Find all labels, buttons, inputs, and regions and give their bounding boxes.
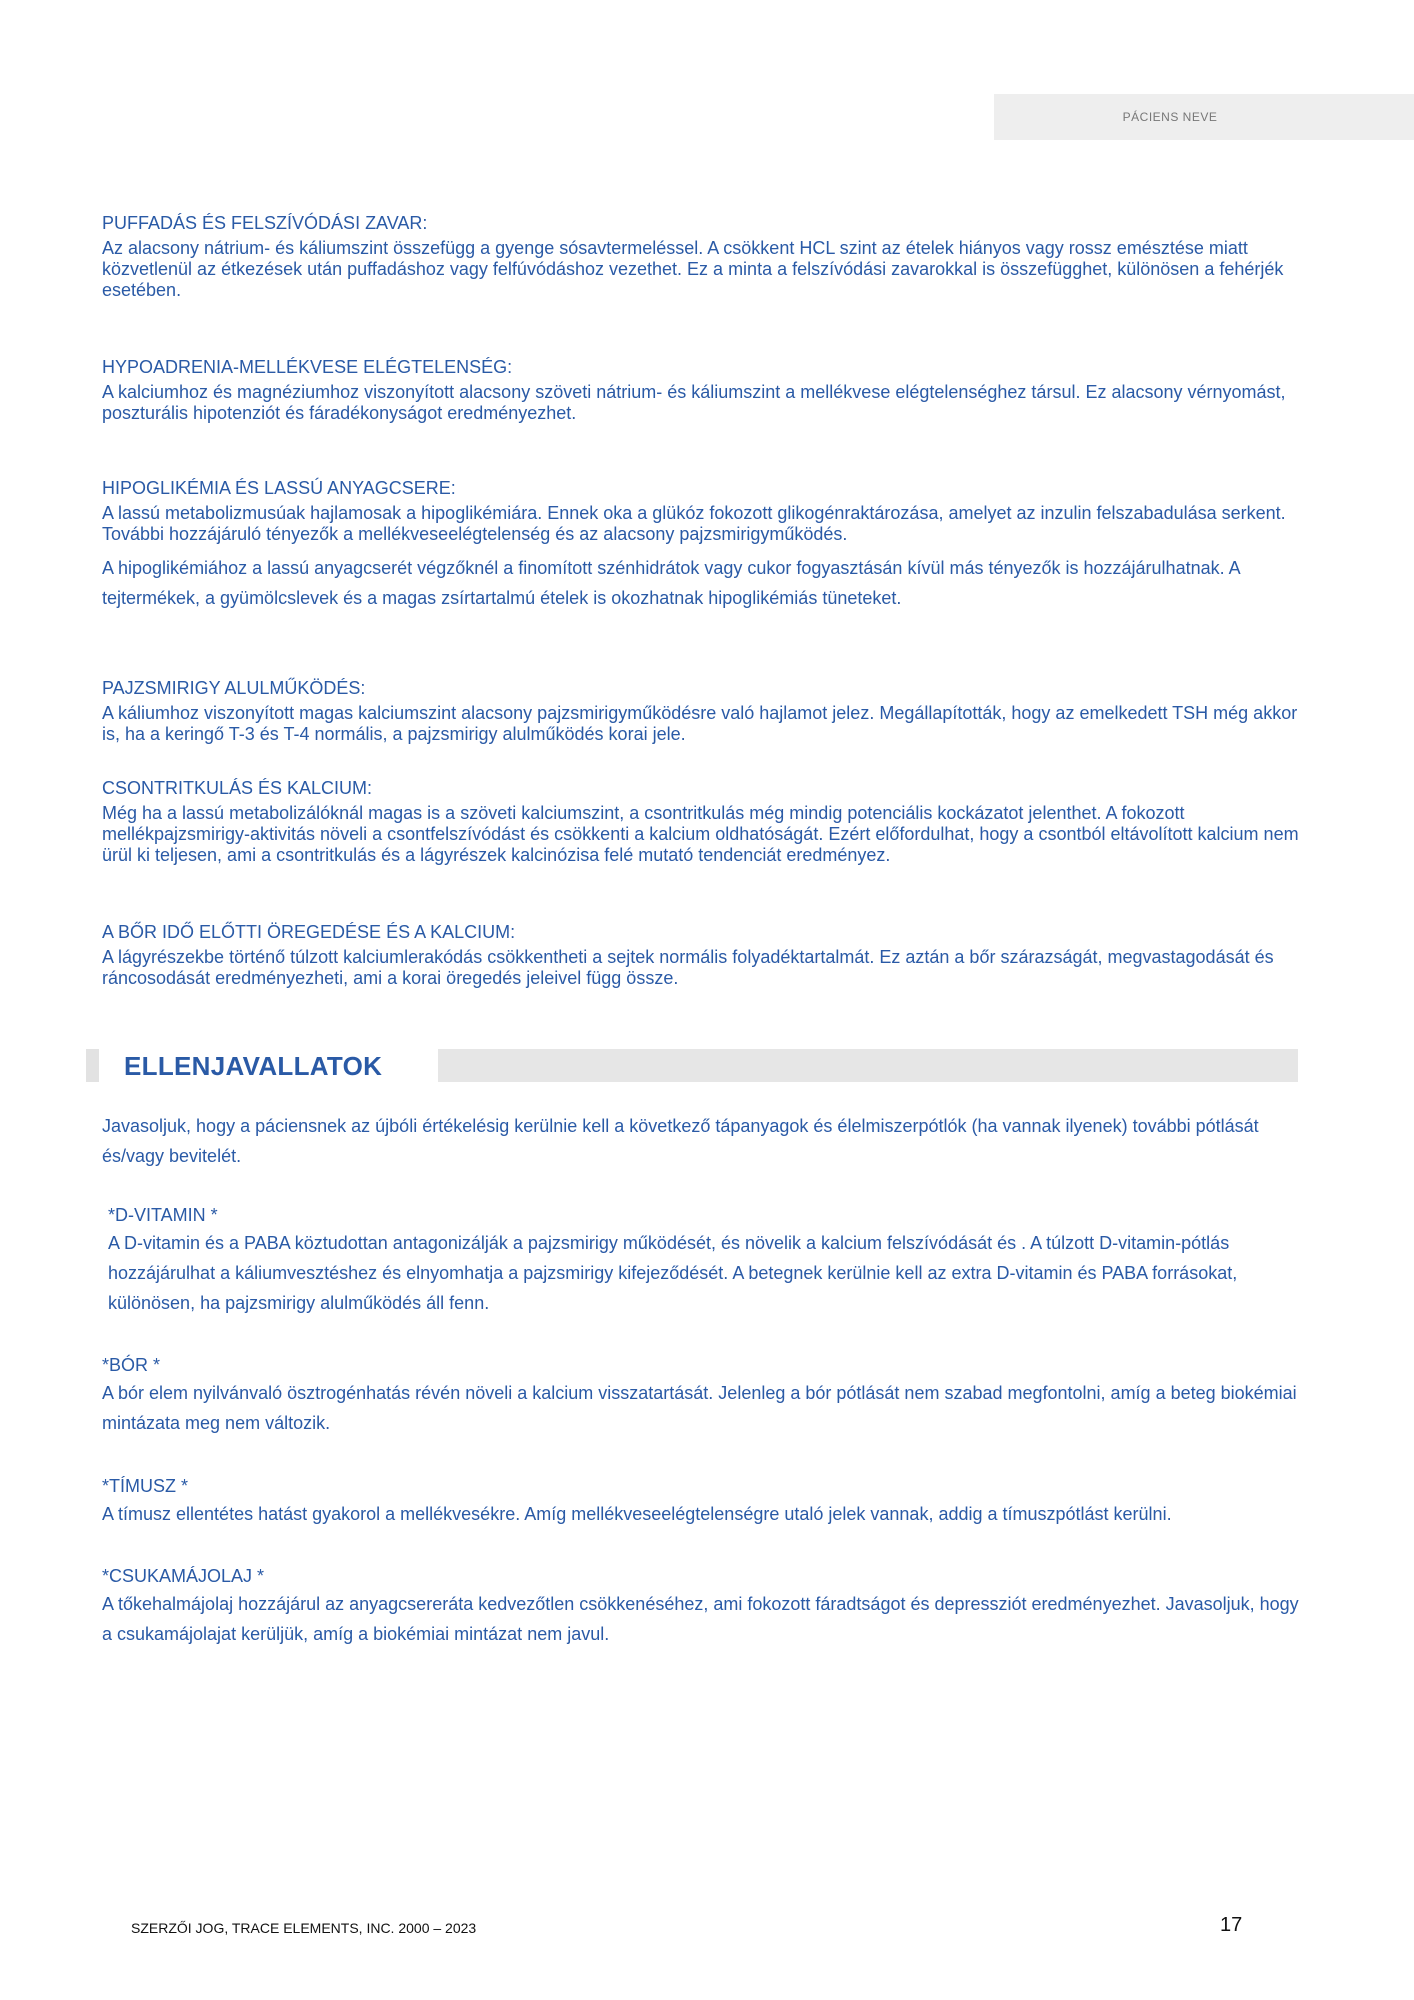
- contra-item-text: A tőkehalmájolaj hozzájárul az anyagcsereráta kedvezőtlen csökkenéséhez, ami fokozott fáradtságot és depressziót eredményezhet. Javasoljuk, hogy a csukamájolajat kerüljük, amíg a biokémiai mintázat nem javul.: [102, 1594, 1299, 1644]
- contra-item-cod-liver-oil: [102, 1565, 1302, 1649]
- section-paragraph: Az alacsony nátrium- és káliumszint összefügg a gyenge sósavtermeléssel. A csökkent HCL szint az ételek hiányos vagy rossz emésztése miatt közvetlenül az étkezések után puffadáshoz vagy felfúvódáshoz vezethet. Ez a minta a felszívódási zavarokkal is összefügghet, különösen a fehérjék esetében.: [102, 238, 1284, 300]
- section-paragraph: A kalciumhoz és magnéziumhoz viszonyított alacsony szöveti nátrium- és káliumszint a mellékvese elégtelenséghez társul. Ez alacsony vérnyomást, poszturális hipotenziót és fáradékonyságot eredményezhet.: [102, 382, 1286, 423]
- contra-item-heading: *BÓR *: [102, 1355, 161, 1375]
- contraindications-intro: Javasoljuk, hogy a páciensnek az újbóli értékelésig kerülnie kell a következő tápanyagok és élelmiszerpótlók (ha vannak ilyenek) további pótlását és/vagy bevitelét.: [102, 1116, 1259, 1166]
- section-paragraph: A lassú metabolizmusúak hajlamosak a hipoglikémiára. Ennek oka a glükóz fokozott glikogénraktározása, amelyet az inzulin felszabadulása serkent. További hozzájáruló tényezők a mellékveseelégtelenség és az alacsony pajzsmirigyműködés.: [102, 503, 1286, 544]
- section-paragraph: A hipoglikémiához a lassú anyagcserét végzőknél a finomított szénhidrátok vagy cukor fogyasztásán kívül más tényezők is hozzájárulhatnak. A tejtermékek, a gyümölcslevek és a magas zsírtartalmú ételek is okozhatnak hipoglikémiás tüneteket.: [102, 558, 1240, 608]
- section-heading: CSONTRITKULÁS ÉS KALCIUM:: [102, 778, 373, 798]
- header-accent-bar: [438, 1049, 1298, 1082]
- contraindications-intro-block: [102, 1111, 1302, 1171]
- section-osteoporosis: [102, 777, 1302, 866]
- section-heading: PUFFADÁS ÉS FELSZÍVÓDÁSI ZAVAR:: [102, 213, 428, 233]
- section-bloating: [102, 212, 1302, 301]
- contraindications-header: [86, 1049, 1298, 1082]
- contra-item-text: A tímusz ellentétes hatást gyakorol a mellékvesékre. Amíg mellékveseelégtelenségre utaló jelek vannak, addig a tímuszpótlást kerülni.: [102, 1504, 1172, 1524]
- section-hypoglycemia: [102, 477, 1302, 613]
- contra-item-d-vitamin: [108, 1204, 1304, 1318]
- contra-item-text: A D-vitamin és a PABA köztudottan antagonizálják a pajzsmirigy működését, és növelik a kalcium felszívódását és . A túlzott D-vitamin-pótlás hozzájárulhat a káliumvesztéshez és elnyomhatja a pajzsmirigy kifejeződését. A betegnek kerülnie kell az extra D-vitamin és PABA forrásokat, különösen, ha pajzsmirigy alulműködés áll fenn.: [108, 1233, 1238, 1313]
- section-skin-aging: [102, 921, 1302, 989]
- section-heading: PAJZSMIRIGY ALULMŰKÖDÉS:: [102, 678, 366, 698]
- contra-item-heading: *D-VITAMIN *: [108, 1205, 218, 1225]
- section-paragraph: A káliumhoz viszonyított magas kalciumszint alacsony pajzsmirigyműködésre való hajlamot jelez. Megállapították, hogy az emelkedett TSH még akkor is, ha a keringő T-3 és T-4 normális, a pajzsmirigy alulműködés korai jele.: [102, 703, 1298, 744]
- section-paragraph: Még ha a lassú metabolizálóknál magas is a szöveti kalciumszint, a csontritkulás még mindig potenciális kockázatot jelenthet. A fokozott mellékpajzsmirigy-aktivitás növeli a csontfelszívódást és csökkenti a kalcium oldhatóságát. Ezért előfordulhat, hogy a csontból eltávolított kalcium nem ürül ki teljesen, ami a csontritkulás és a lágyrészek kalcinózisa felé mutató tendenciát eredményez.: [102, 803, 1299, 865]
- contra-item-heading: *TÍMUSZ *: [102, 1476, 189, 1496]
- section-heading: A BŐR IDŐ ELŐTTI ÖREGEDÉSE ÉS A KALCIUM:: [102, 922, 516, 942]
- section-heading: HIPOGLIKÉMIA ÉS LASSÚ ANYAGCSERE:: [102, 478, 456, 498]
- section-hypothyroid: [102, 677, 1302, 745]
- contra-item-text: A bór elem nyilvánvaló ösztrogénhatás révén növeli a kalcium visszatartását. Jelenleg a bór pótlását nem szabad megfontolni, amíg a beteg biokémiai mintázata meg nem változik.: [102, 1383, 1297, 1433]
- section-heading: HYPOADRENIA-MELLÉKVESE ELÉGTELENSÉG:: [102, 357, 513, 377]
- page-number: 17: [1220, 1914, 1243, 1936]
- contra-item-heading: *CSUKAMÁJOLAJ *: [102, 1566, 265, 1586]
- contraindications-title: ELLENJAVALLATOK: [124, 1051, 383, 1081]
- section-paragraph: A lágyrészekbe történő túlzott kalciumlerakódás csökkentheti a sejtek normális folyadéktartalmát. Ez aztán a bőr szárazságát, megvastagodását és ráncosodását eredményezheti, ami a korai öregedés jeleivel függ össze.: [102, 947, 1274, 988]
- header-accent-stub: [86, 1049, 99, 1082]
- copyright-footer: SZERZŐI JOG, TRACE ELEMENTS, INC. 2000 – 2023: [131, 1920, 477, 1936]
- contra-item-boron: [102, 1354, 1302, 1438]
- patient-name-label: PÁCIENS NEVE: [994, 94, 1414, 140]
- contra-item-thymus: [102, 1475, 1302, 1529]
- section-hypoadrenia: [102, 356, 1302, 424]
